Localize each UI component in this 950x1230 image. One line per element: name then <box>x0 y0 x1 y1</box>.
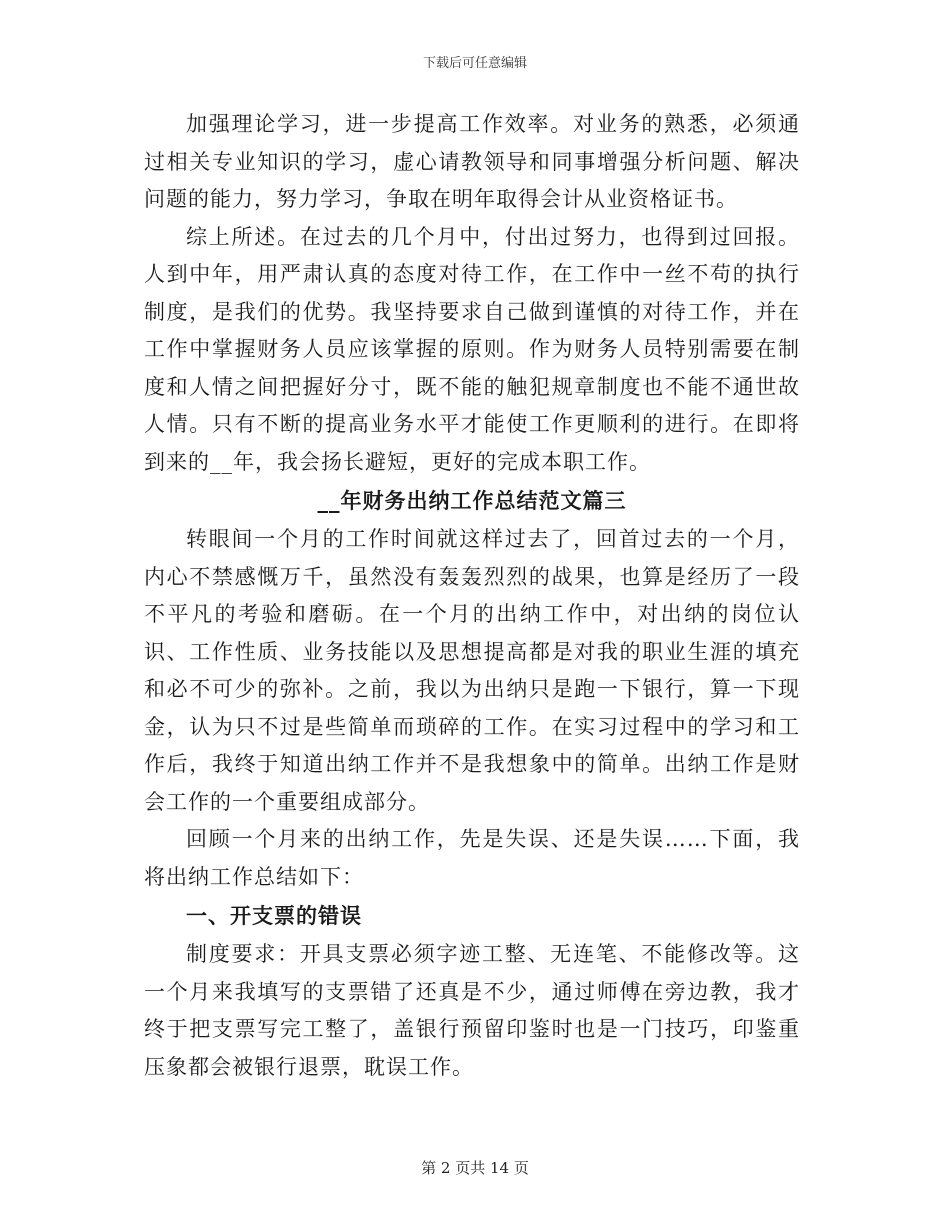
paragraph: 回顾一个月来的出纳工作，先是失误、还是失误……下面，我将出纳工作总结如下： <box>144 827 800 889</box>
document-body <box>144 106 800 1086</box>
paragraph: 综上所述。在过去的几个月中，付出过努力，也得到过回报。人到中年，用严肃认真的态度对待工作，在工作中一丝不苟的执行制度，是我们的优势。我坚持要求自己做到谨慎的对待工作，并在工作中掌握财务人员应该掌握的原则。作为财务人员特别需要在制度和人情之间把握好分寸，既不能的触犯规章制度也不能不通世故人情。只有不断的提高业务水平才能使工作更顺利的进行。在即将到来的__年，我会扬长避短，更好的完成本职工作。 <box>144 224 800 474</box>
paragraph: 制度要求：开具支票必须字迹工整、无连笔、不能修改等。这一个月来我填写的支票错了还真是不少，通过师傅在旁边教，我才终于把支票写完工整了，盖银行预留印鉴时也是一门技巧，印鉴重压象都会被银行退票，耽误工作。 <box>144 942 800 1079</box>
section-title: __年财务出纳工作总结范文篇三 <box>317 488 627 513</box>
paragraph: 加强理论学习，进一步提高工作效率。对业务的熟悉，必须通过相关专业知识的学习，虚心请教领导和同事增强分析问题、解决问题的能力，努力学习，争取在明年取得会计从业资格证书。 <box>144 112 800 211</box>
subheading: 一、开支票的错误 <box>186 903 362 928</box>
paragraph: 转眼间一个月的工作时间就这样过去了，回首过去的一个月，内心不禁感慨万千，虽然没有轰轰烈烈的战果，也算是经历了一段不平凡的考验和磨砺。在一个月的出纳工作中，对出纳的岗位认识、工作性质、业务技能以及思想提高都是对我的职业生涯的填充和必不可少的弥补。之前，我以为出纳只是跑一下银行，算一下现金，认为只不过是些简单而琐碎的工作。在实习过程中的学习和工作后，我终于知道出纳工作并不是我想象中的简单。出纳工作是财会工作的一个重要组成部分。 <box>144 527 800 814</box>
page-number: 第 2 页共 14 页 <box>421 1159 529 1177</box>
page-header: 下载后可任意编辑 <box>422 56 527 71</box>
